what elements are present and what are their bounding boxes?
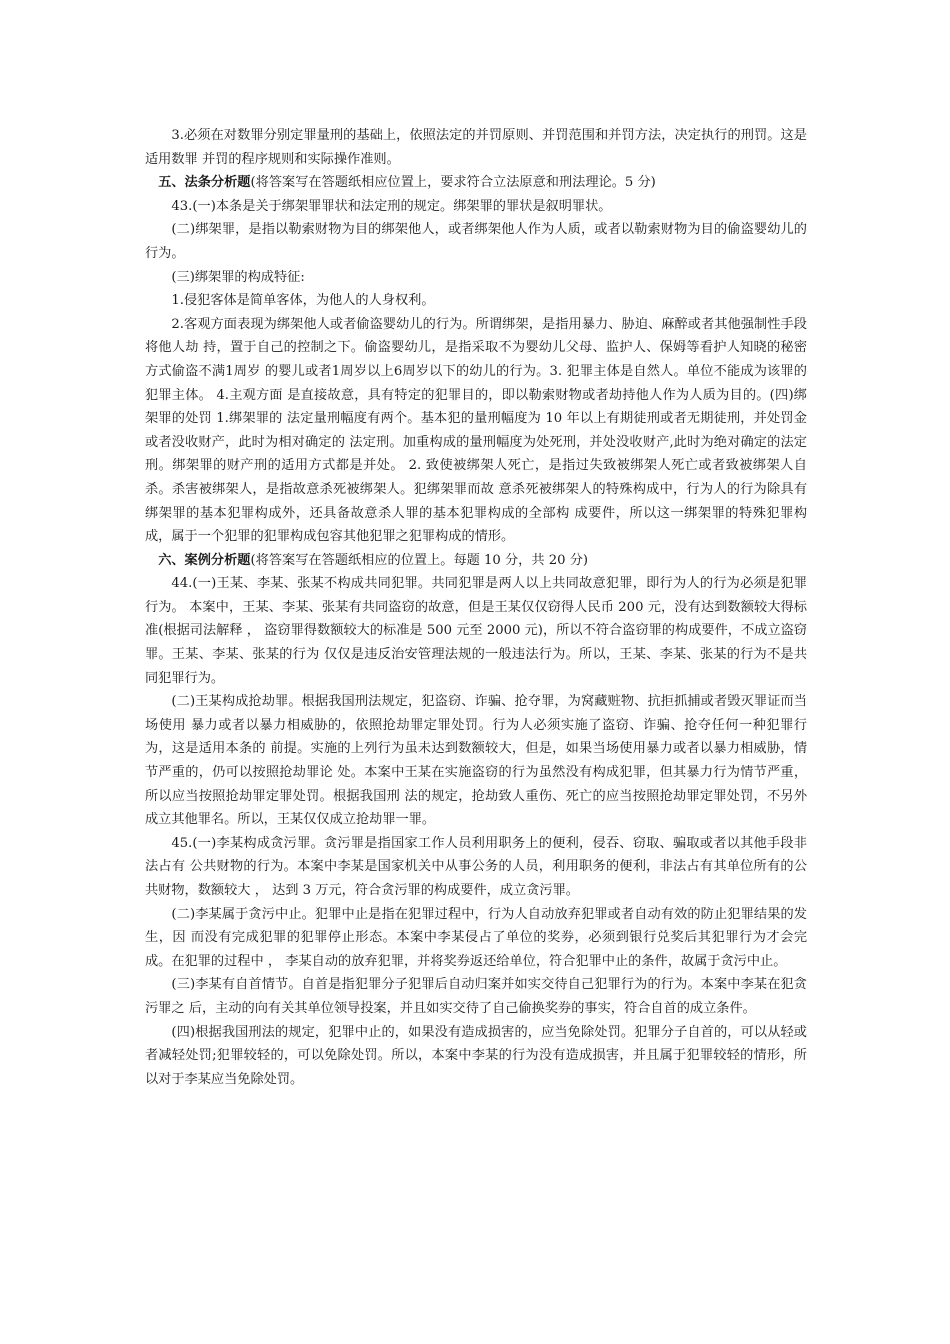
paragraph-q43-elements: 2.客观方面表现为绑架他人或者偷盗婴幼儿的行为。所谓绑架，是指用暴力、胁迫、麻醉或者其他强制性手段将他人劫 持，置于自己的控制之下。偷盗婴幼儿，是指采取不为婴幼儿父母、监护人、保姆等看护人知晓的秘密方式偷盗不满1周岁 的婴儿或者1周岁以上6周岁以下的幼儿的行为。3. 犯罪主体是自然人。单位不能成为该罪的犯罪主体。 4.主观方面 是直接故意，具有特定的犯罪目的，即以勒索财物或者劫持他人作为人质为目的。(四)绑架罪的处罚 1.绑架罪的 法定量刑幅度有两个。基本犯的量刑幅度为 10 年以上有期徒刑或者无期徒刑，并处罚金或者没收财产，此时为相对确定的 法定刑。加重构成的量刑幅度为处死刑，并处没收财产,此时为绝对确定的法定刑。绑架罪的财产刑的适用方式都是并处。 2. 致使被绑架人死亡，是指过失致被绑架人死亡或者致被绑架人自杀。杀害被绑架人，是指故意杀死被绑架人。犯绑架罪而故 意杀死被绑架人的特殊构成中，行为人的行为除具有绑架罪的基本犯罪构成外，还具备故意杀人罪的基本犯罪构成的全部构 成要件，所以这一绑架罪的特殊犯罪构成，属于一个犯罪的犯罪构成包容其他犯罪之犯罪构成的情形。	[145, 316, 807, 545]
section-six-title: 六、案例分析题	[158, 552, 251, 568]
section-six-heading	[145, 549, 807, 573]
section-five-heading	[145, 171, 807, 195]
section-five-note: (将答案写在答题纸相应位置上，要求符合立法原意和刑法理论。5 分)	[250, 175, 656, 191]
paragraph-q45-1: 45.(一)李某构成贪污罪。贪污罪是指国家工作人员利用职务上的便利，侵吞、窃取、骗取或者以其他手段非法占有 公共财物的行为。本案中李某是国家机关中从事公务的人员，利用职务的便利，非法占有其单位所有的公共财物，数额较大 ， 达到 3 万元，符合贪污罪的构成要件，成立贪污罪。	[145, 835, 807, 898]
section-six-note: (将答案写在答题纸相应的位置上。每题 10 分，共 20 分)	[250, 552, 589, 568]
paragraph-q43-3: (三)绑架罪的构成特征:	[171, 269, 305, 285]
document-page	[145, 124, 807, 1091]
paragraph-q45-2: (二)李某属于贪污中止。犯罪中止是指在犯罪过程中，行为人自动放弃犯罪或者自动有效的防止犯罪结果的发生，因 而没有完成犯罪的犯罪停止形态。本案中李某侵占了单位的奖券，必须到银行兑奖后其犯罪行为才会完成。在犯罪的过程中 ， 李某自动的放弃犯罪，并将奖券返还给单位，符合犯罪中止的条件，故属于贪污中止。	[145, 906, 808, 969]
paragraph-q45-3: (三)李某有自首情节。自首是指犯罪分子犯罪后自动归案并如实交待自己犯罪行为的行为。本案中李某在犯贪污罪之 后，主动的向有关其单位领导投案，并且如实交待了自己偷换奖券的事实，符合自首的成立条件。	[145, 977, 807, 1016]
paragraph-q44-2: (二)王某构成抢劫罪。根据我国刑法规定，犯盗窃、诈骗、抢夺罪，为窝藏赃物、抗拒抓捕或者毁灭罪证而当场使用 暴力或者以暴力相威胁的，依照抢劫罪定罪处罚。行为人必须实施了盗窃、诈骗、抢夺任何一种犯罪行为，这是适用本条的 前提。实施的上列行为虽未达到数额较大，但是，如果当场使用暴力或者以暴力相威胁，情节严重的，仍可以按照抢劫罪论 处。本案中王某在实施盗窃的行为虽然没有构成犯罪，但其暴力行为情节严重，所以应当按照抢劫罪定罪处罚。根据我国刑 法的规定，抢劫致人重伤、死亡的应当按照抢劫罪定罪处罚，不另外成立其他罪名。所以，王某仅仅成立抢劫罪一罪。	[145, 694, 808, 828]
paragraph-q44-1: 44.(一)王某、李某、张某不构成共同犯罪。共同犯罪是两人以上共同故意犯罪，即行为人的行为必须是犯罪行为。 本案中，王某、李某、张某有共同盗窃的故意，但是王某仅仅窃得人民币 200 元，没有达到数额较大得标准(根据司法解释 ， 盗窃罪得数额较大的标准是 500 元至 2000 元)，所以不符合盗窃罪的构成要件，不成立盗窃罪。王某、李某、张某的行为 仅仅是违反治安管理法规的一般违法行为。所以，王某、李某、张某的行为不是共同犯罪行为。	[145, 576, 807, 686]
paragraph-q43-1: 43.(一)本条是关于绑架罪罪状和法定刑的规定。绑架罪的罪状是叙明罪状。	[171, 198, 612, 214]
paragraph-q45-4: (四)根据我国刑法的规定，犯罪中止的，如果没有造成损害的，应当免除处罚。犯罪分子自首的，可以从轻或者减轻处罚;犯罪较轻的，可以免除处罚。所以，本案中李某的行为没有造成损害，并且属于犯罪较轻的情形，所以对于李某应当免除处罚。	[145, 1024, 807, 1087]
paragraph-q43-2: (二)绑架罪，是指以勒索财物为目的绑架他人，或者绑架他人作为人质，或者以勒索财物为目的偷盗婴幼儿的行为。	[145, 222, 807, 261]
paragraph-penalty-rules: 3.必须在对数罪分别定罪量刑的基础上，依照法定的并罚原则、并罚范围和并罚方法，决定执行的刑罚。这是适用数罪 并罚的程序规则和实际操作准则。	[145, 128, 807, 167]
paragraph-q43-object: 1.侵犯客体是简单客体，为他人的人身权利。	[171, 293, 435, 309]
section-five-title: 五、法条分析题	[158, 175, 251, 191]
